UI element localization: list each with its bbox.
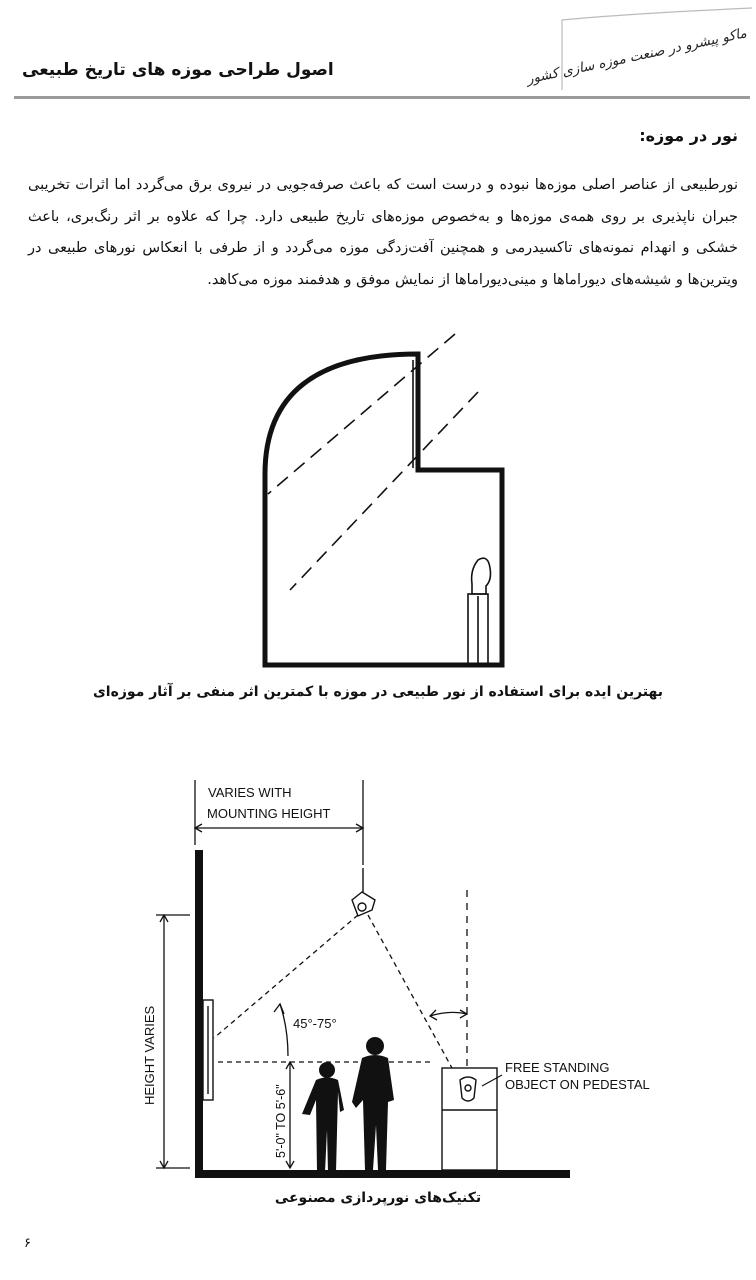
figure2-caption: تکنیک‌های نورپردازی مصنوعی <box>274 1190 482 1206</box>
light-fixture <box>352 868 375 916</box>
figure1-caption: بهترین ایده برای استفاده از نور طبیعی در موزه با کمترین اثر منفی بر آثار موزه‌ای <box>92 684 664 700</box>
angle-label: 45°-75° <box>293 1016 337 1031</box>
document-title: اصول طراحی موزه های تاریخ طبیعی <box>22 60 334 80</box>
eye-height-label: 5'-0" TO 5'-6" <box>274 1084 288 1158</box>
object-label-line1: FREE STANDING <box>505 1060 610 1075</box>
height-varies-label: HEIGHT VARIES <box>142 1005 157 1105</box>
section-title: نور در موزه: <box>639 126 738 145</box>
light-rays <box>268 334 478 590</box>
pedestal <box>442 1068 497 1170</box>
object-label-line2: OBJECT ON PEDESTAL <box>505 1077 650 1092</box>
statue-on-pedestal <box>468 558 491 664</box>
wall <box>195 850 203 1175</box>
wall-artwork <box>203 1000 213 1100</box>
header-divider <box>14 96 750 99</box>
artificial-lighting-diagram <box>130 770 690 1185</box>
body-paragraph: نورطبیعی از عناصر اصلی موزه‌ها نبوده و درست است که باعث صرفه‌جویی در نیروی برق می‌گردد اما اثرات تخریبی جبران ناپذیری بر روی همه‌ی موزه‌ها و به‌خصوص موزه‌های تاریخ طبیعی دارد. چرا که علاوه بر اثر رنگ‌بری، باعث خشکی و انهدام نمونه‌های تاکسیدرمی و همچنین آفت‌زدگی موزه می‌گردد و از طرفی با انعکاس نورهای طبیعی در ویترین‌ها و شیشه‌های دیوراماها و مینی‌دیوراماها از نمایش موفق و هدفمند موزه می‌کاهد. <box>28 177 738 288</box>
natural-light-section-diagram <box>250 334 520 680</box>
floor <box>195 1170 570 1178</box>
visitor-silhouettes <box>302 1037 394 1172</box>
company-logo-text: ماکو پیشرو در صنعت موزه سازی کشور <box>525 25 749 88</box>
light-beams <box>214 915 452 1068</box>
building-outline <box>265 354 502 665</box>
company-logo <box>525 4 752 90</box>
page-number: ۶ <box>24 1236 31 1251</box>
varies-label-line2: MOUNTING HEIGHT <box>207 806 331 821</box>
varies-label-line1: VARIES WITH <box>208 785 292 800</box>
